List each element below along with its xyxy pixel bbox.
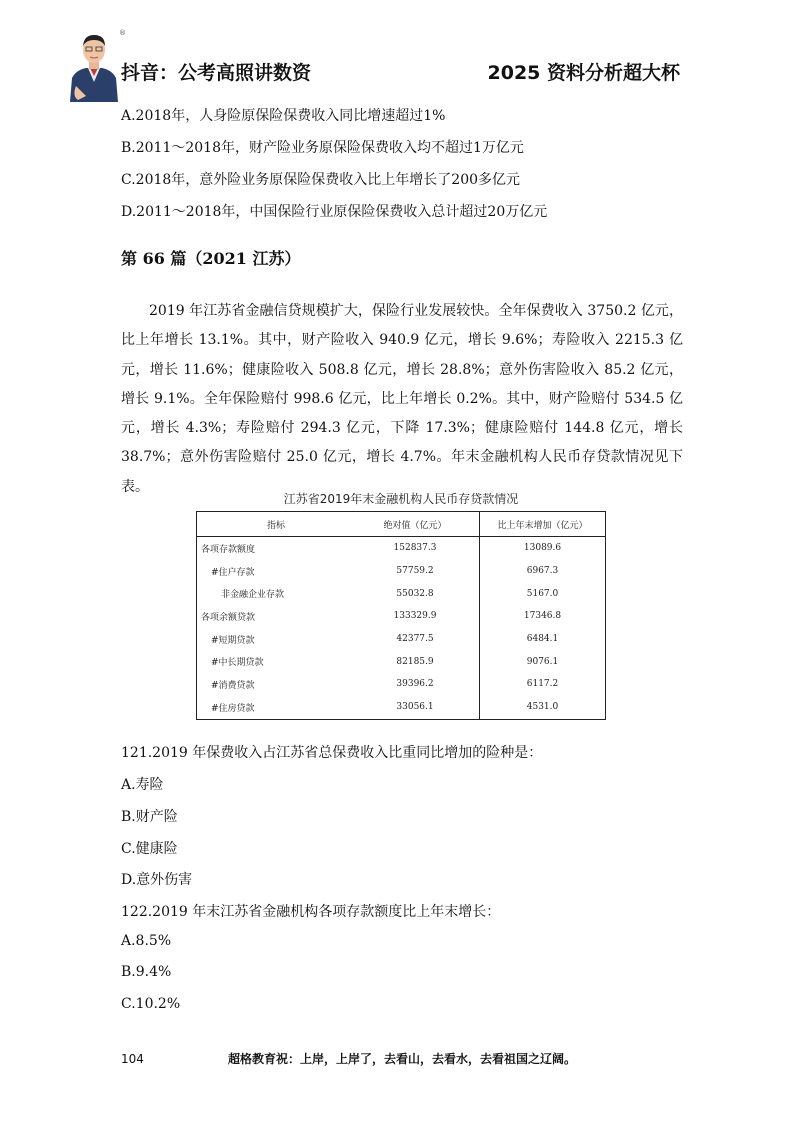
row-label: #住房贷款 bbox=[211, 703, 255, 714]
row-value: 42377.5 bbox=[351, 628, 480, 651]
row-value: 57759.2 bbox=[351, 560, 480, 583]
question-122-stem: 122.2019 年末江苏省金融机构各项存款额度比上年末增长： bbox=[121, 904, 501, 920]
row-change: 13089.6 bbox=[523, 543, 562, 554]
row-value: 152837.3 bbox=[351, 537, 480, 560]
prev-option-a: A.2018年，人身险原保险保费收入同比增速超过1% bbox=[121, 108, 446, 124]
row-label: #消费贷款 bbox=[211, 680, 255, 691]
table-row bbox=[197, 560, 606, 583]
table-row bbox=[197, 628, 606, 651]
row-value: 33056.1 bbox=[351, 696, 480, 719]
table-header-absolute: 绝对值（亿元） bbox=[351, 512, 480, 537]
row-change: 5167.0 bbox=[526, 588, 559, 599]
row-label: 各项存款额度 bbox=[201, 544, 256, 555]
q122-option-b: B.9.4% bbox=[121, 964, 172, 980]
q121-option-c: C.健康险 bbox=[121, 841, 178, 857]
header-left-title: 抖音：公考高照讲数资 bbox=[121, 62, 312, 84]
row-label: #住户存款 bbox=[211, 567, 255, 578]
row-value: 55032.8 bbox=[351, 582, 480, 605]
row-change: 9076.1 bbox=[526, 656, 559, 667]
row-change: 6967.3 bbox=[526, 566, 559, 577]
prev-option-b: B.2011～2018年，财产险业务原保险保费收入均不超过1万亿元 bbox=[121, 140, 524, 156]
table-row bbox=[197, 605, 606, 628]
row-label: 非金融企业存款 bbox=[221, 590, 285, 601]
material-paragraph: 2019 年江苏省金融信贷规模扩大，保险行业发展较快。全年保费收入 3750.2 亿元，比上年增长 13.1%。其中，财产险收入 940.9 亿元，增长 9.6%；寿险收入 2215.3 亿元，增长 11.6%；健康险收入 508.8 亿元，增长 28.8%；意外伤害险收入 85.2 亿元，增长 9.1%。全年保险赔付 998.6 亿元，比上年增长 0.2%。其中，财产险赔付 534.5 亿元，增长 4.3%；寿险赔付 294.3 亿元，下降 17.3%；健康险赔付 144.8 亿元，增长 38.7%；意外伤害险赔付 25.0 亿元，增长 4.7%。年末金融机构人民币存贷款情况见下表。 bbox=[121, 303, 683, 495]
table-row bbox=[197, 696, 606, 719]
row-label: #中长期贷款 bbox=[211, 658, 264, 669]
registered-mark: ® bbox=[119, 29, 126, 37]
row-change: 6484.1 bbox=[526, 634, 559, 645]
page-number: 104 bbox=[121, 1052, 144, 1066]
row-change: 17346.8 bbox=[523, 611, 562, 622]
deposit-loan-table bbox=[196, 511, 606, 720]
section-title: 第 66 篇（2021 江苏） bbox=[121, 249, 301, 268]
prev-option-d: D.2011～2018年，中国保险行业原保险保费收入总计超过20万亿元 bbox=[121, 204, 548, 220]
table-header-row bbox=[197, 512, 606, 537]
row-change: 6117.2 bbox=[526, 679, 559, 690]
row-value: 39396.2 bbox=[351, 673, 480, 696]
table-header-change: 比上年末增加（亿元） bbox=[480, 512, 606, 537]
header-right-title: 2025 资料分析超大杯 bbox=[487, 62, 680, 84]
q122-option-c: C.10.2% bbox=[121, 996, 181, 1012]
table-row bbox=[197, 650, 606, 673]
q122-option-a: A.8.5% bbox=[121, 933, 172, 949]
prev-option-c: C.2018年，意外险业务原保险保费收入比上年增长了200多亿元 bbox=[121, 172, 521, 188]
table-header-indicator: 指标 bbox=[197, 512, 352, 537]
footer-slogan: 超格教育祝：上岸，上岸了，去看山，去看水，去看祖国之辽阔。 bbox=[228, 1052, 577, 1066]
row-value: 82185.9 bbox=[351, 650, 480, 673]
q121-option-a: A.寿险 bbox=[121, 777, 164, 793]
row-label: #短期贷款 bbox=[211, 635, 255, 646]
author-avatar bbox=[68, 26, 120, 102]
q121-option-d: D.意外伤害 bbox=[121, 872, 193, 888]
table-row bbox=[197, 537, 606, 560]
q121-option-b: B.财产险 bbox=[121, 809, 178, 825]
question-121-stem: 121.2019 年保费收入占江苏省总保费收入比重同比增加的险种是： bbox=[121, 745, 543, 761]
row-label: 各项余额贷款 bbox=[201, 612, 256, 623]
table-row bbox=[197, 673, 606, 696]
table-caption: 江苏省2019年末金融机构人民币存贷款情况 bbox=[283, 492, 519, 506]
row-value: 133329.9 bbox=[351, 605, 480, 628]
row-change: 4531.0 bbox=[526, 702, 559, 713]
table-row bbox=[197, 582, 606, 605]
